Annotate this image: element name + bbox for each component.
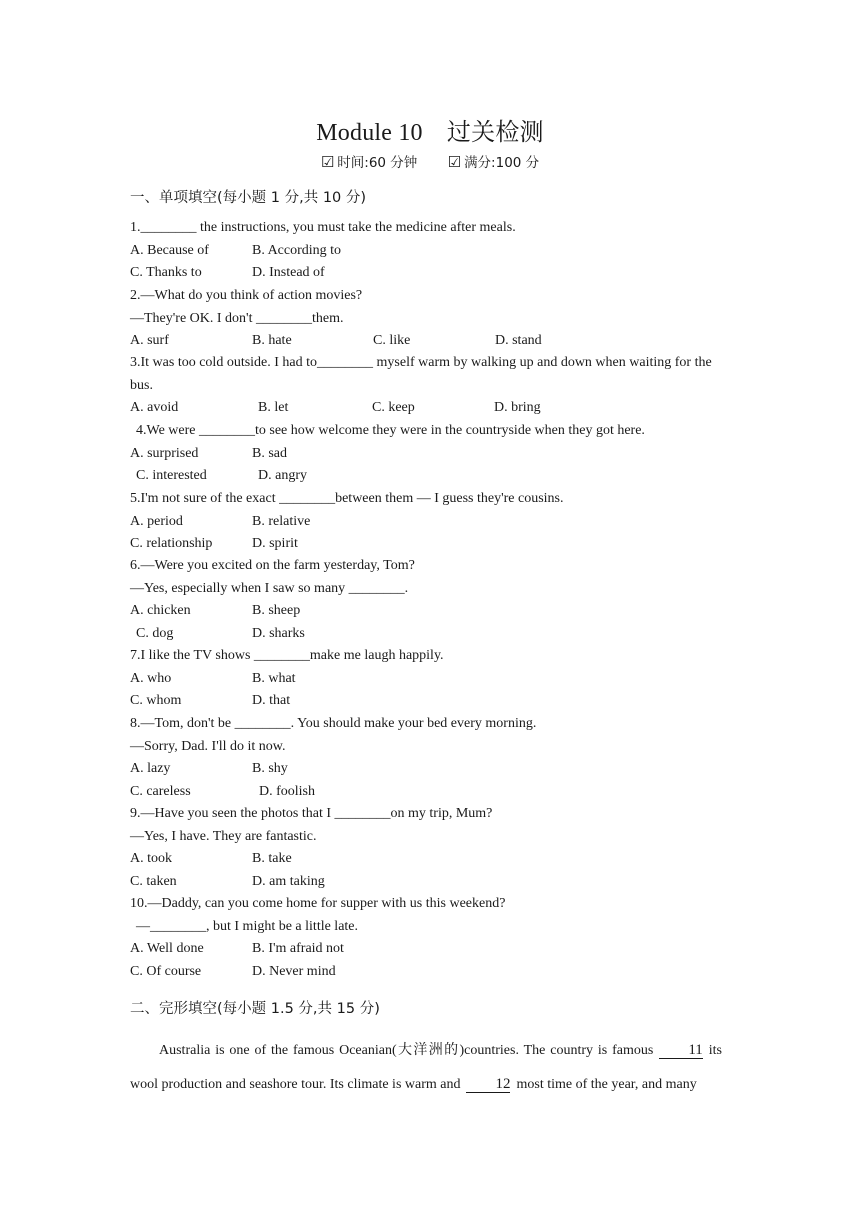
option-a: A. who <box>130 670 172 686</box>
option-b: B. sheep <box>252 603 301 618</box>
option-row <box>130 443 730 466</box>
question-text: —Sorry, Dad. I'll do it now. <box>130 738 286 754</box>
question-text: 1.________ the instructions, you must take the medicine after meals. <box>130 220 516 235</box>
page-title: Module 10 过关检测 <box>316 120 544 146</box>
option-c: C. dog <box>136 625 174 641</box>
option-c: C. whom <box>130 693 182 708</box>
question-7 <box>130 645 730 713</box>
passage-paragraph <box>130 1034 722 1102</box>
option-d: D. sharks <box>252 625 305 641</box>
option-c: C. taken <box>130 873 177 889</box>
question-text: 2.—What do you think of action movies? <box>130 288 363 303</box>
cloze-passage <box>130 1034 722 1102</box>
question-text: 3.It was too cold outside. I had to________ myself warm by walking up and down when waiting for the bus. <box>130 355 712 393</box>
option-d: D. am taking <box>252 873 325 889</box>
option-row <box>130 240 730 263</box>
section-2-heading: 二、完形填空(每小题 1.5 分,共 15 分) <box>130 1001 380 1017</box>
question-text: 6.—Were you excited on the farm yesterday, Tom? <box>130 558 415 573</box>
checkbox-icon: ☑ <box>447 153 462 171</box>
option-row <box>130 690 730 713</box>
option-d: D. that <box>252 693 291 708</box>
option-a: A. took <box>130 851 172 866</box>
question-1 <box>130 217 730 285</box>
question-5 <box>130 488 730 556</box>
option-row <box>130 511 730 534</box>
option-d: D. bring <box>494 400 541 415</box>
question-8 <box>130 713 730 803</box>
question-text: 8.—Tom, don't be ________. You should make your bed every morning. <box>130 716 537 731</box>
passage-text: its wool production and seashore tour. Its climate is warm and <box>130 1043 722 1092</box>
passage-text: most time of the year, and many <box>516 1077 697 1092</box>
option-b: B. take <box>252 851 292 866</box>
exam-meta <box>0 151 860 171</box>
checkbox-icon: ☑ <box>320 153 335 171</box>
question-text: 10.—Daddy, can you come home for supper with us this weekend? <box>130 896 506 911</box>
question-2 <box>130 285 730 353</box>
option-row <box>130 262 730 285</box>
score-label: 满分:100 分 <box>464 155 540 171</box>
option-d: D. stand <box>495 333 542 348</box>
option-a: A. avoid <box>130 400 179 415</box>
question-text: —They're OK. I don't ________them. <box>130 310 344 326</box>
blank-12: 12 <box>466 1077 510 1093</box>
option-c: C. Thanks to <box>130 265 202 280</box>
time-info <box>321 151 417 171</box>
option-c: C. like <box>373 333 411 348</box>
option-c: C. careless <box>130 783 191 799</box>
option-b: B. let <box>258 400 289 415</box>
option-b: B. According to <box>252 242 342 258</box>
option-b: B. shy <box>252 761 288 776</box>
option-c: C. relationship <box>130 536 213 551</box>
question-text: —Yes, especially when I saw so many ________. <box>130 580 409 596</box>
question-text: 9.—Have you seen the photos that I ________on my trip, Mum? <box>130 806 493 821</box>
option-c: C. Of course <box>130 963 202 979</box>
option-row <box>130 465 730 488</box>
question-text: 4.We were ________to see how welcome they were in the countryside when they got here. <box>136 423 645 438</box>
question-3 <box>130 352 722 420</box>
section-1-heading: 一、单项填空(每小题 1 分,共 10 分) <box>130 190 367 206</box>
option-a: A. surprised <box>130 445 199 461</box>
option-row <box>130 961 730 984</box>
question-10 <box>130 893 730 983</box>
score-info <box>448 151 540 171</box>
option-d: D. Never mind <box>252 963 336 979</box>
option-b: B. what <box>252 670 296 686</box>
option-b: B. sad <box>252 445 287 461</box>
option-row <box>130 623 730 646</box>
blank-11: 11 <box>659 1043 702 1059</box>
option-row <box>130 848 730 871</box>
option-a: A. lazy <box>130 761 171 776</box>
option-b: B. relative <box>252 513 311 529</box>
question-text: —Yes, I have. They are fantastic. <box>130 828 317 844</box>
option-a: A. chicken <box>130 603 191 618</box>
option-a: A. period <box>130 513 183 529</box>
option-row <box>130 330 730 353</box>
question-text: —________, but I might be a little late. <box>136 918 359 934</box>
option-a: A. surf <box>130 333 169 348</box>
question-text: 5.I'm not sure of the exact ________between them — I guess they're cousins. <box>130 491 564 506</box>
option-c: C. keep <box>372 400 415 415</box>
option-a: A. Well done <box>130 941 204 956</box>
option-d: D. angry <box>258 468 307 483</box>
option-row <box>130 871 730 894</box>
passage-text: Australia is one of the famous Oceanian(大洋洲的)countries. The country is famous <box>159 1043 654 1058</box>
option-row <box>130 397 722 420</box>
question-text: 7.I like the TV shows ________make me laugh happily. <box>130 648 444 663</box>
option-c: C. interested <box>136 468 207 483</box>
option-d: D. spirit <box>252 536 298 551</box>
time-label: 时间:60 分钟 <box>337 155 418 171</box>
option-b: B. hate <box>252 333 292 348</box>
option-row <box>130 938 730 961</box>
question-4 <box>130 420 730 488</box>
question-9 <box>130 803 730 893</box>
option-row <box>130 668 730 691</box>
option-d: D. foolish <box>259 783 315 799</box>
option-row <box>130 533 730 556</box>
option-row <box>130 758 730 781</box>
option-row <box>130 781 730 804</box>
question-6 <box>130 555 730 645</box>
option-row <box>130 600 730 623</box>
option-b: B. I'm afraid not <box>252 941 344 956</box>
option-d: D. Instead of <box>252 265 325 280</box>
option-a: A. Because of <box>130 242 209 258</box>
